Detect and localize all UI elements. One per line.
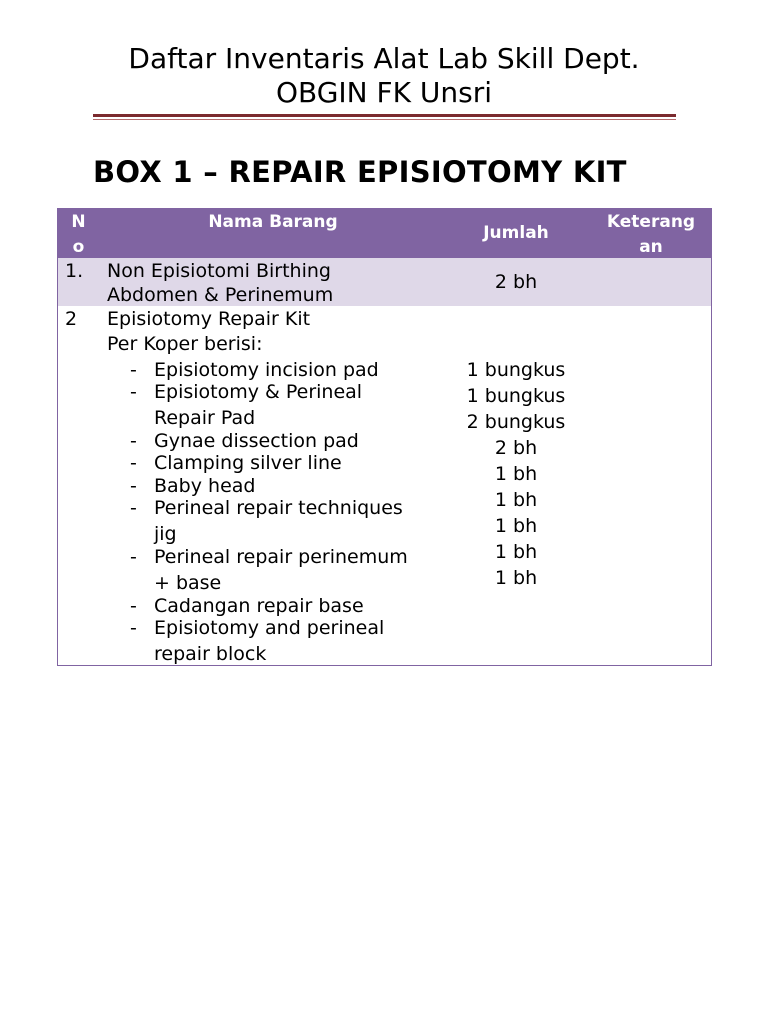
list-item-continuation: + base (154, 572, 222, 594)
quantity-list (441, 306, 591, 665)
row-number: 1. (65, 260, 84, 282)
list-bullet: - (130, 497, 137, 519)
column-header-no-line1: N (71, 212, 86, 232)
list-item-continuation: jig (154, 523, 177, 545)
item-quantity: 1 bh (494, 515, 538, 537)
row-number: 2 (65, 308, 78, 330)
table-row (58, 258, 711, 306)
item-quantity: 1 bh (494, 489, 538, 511)
item-quantity: 1 bh (494, 567, 538, 589)
list-bullet: - (130, 617, 137, 639)
document-title-line1: Daftar Inventaris Alat Lab Skill Dept. (128, 42, 640, 75)
list-bullet: - (130, 452, 137, 474)
box-title: BOX 1 – REPAIR EPISIOTOMY KIT (93, 155, 627, 189)
list-item: Perineal repair perinemum (154, 546, 408, 568)
item-quantity: 1 bungkus (466, 385, 566, 407)
inventory-table (57, 208, 712, 666)
list-bullet: - (130, 359, 137, 381)
list-bullet: - (130, 546, 137, 568)
document-title (0, 42, 768, 110)
list-bullet: - (130, 595, 137, 617)
item-quantity: 2 bh (494, 437, 538, 459)
list-item: Episiotomy and perineal (154, 617, 385, 639)
list-bullet: - (130, 475, 137, 497)
title-divider (93, 114, 676, 117)
list-item: Baby head (154, 475, 256, 497)
item-quantity: 1 bungkus (466, 359, 566, 381)
list-bullet: - (130, 381, 137, 403)
kit-contents-list (58, 306, 458, 665)
list-item: Cadangan repair base (154, 595, 364, 617)
item-quantity: 1 bh (494, 463, 538, 485)
item-name-line2: Per Koper berisi: (107, 333, 263, 355)
column-header-note-line2: an (639, 237, 663, 257)
item-name-line1: Episiotomy Repair Kit (107, 308, 311, 330)
item-quantity: 2 bungkus (466, 411, 566, 433)
column-header-note-line1: Keterang (606, 212, 696, 232)
list-item: Clamping silver line (154, 452, 342, 474)
list-item: Gynae dissection pad (154, 430, 359, 452)
table-header-row (58, 209, 711, 258)
item-name-line1: Non Episiotomi Birthing (107, 260, 331, 282)
list-item: Episiotomy incision pad (154, 359, 379, 381)
item-quantity: 1 bh (494, 541, 538, 563)
column-header-name: Nama Barang (208, 212, 338, 232)
column-header-quantity: Jumlah (483, 223, 549, 243)
list-item-continuation: repair block (154, 643, 267, 665)
item-quantity: 2 bh (494, 271, 538, 293)
title-divider-thin (93, 119, 676, 120)
list-item: Episiotomy & Perineal (154, 381, 363, 403)
document-title-line2: OBGIN FK Unsri (275, 76, 493, 109)
table-row (58, 306, 711, 665)
item-name-line2: Abdomen & Perinemum (107, 284, 334, 306)
list-bullet: - (130, 430, 137, 452)
list-item-continuation: Repair Pad (154, 407, 256, 429)
column-header-no-line2: o (72, 237, 85, 257)
list-item: Perineal repair techniques (154, 497, 403, 519)
